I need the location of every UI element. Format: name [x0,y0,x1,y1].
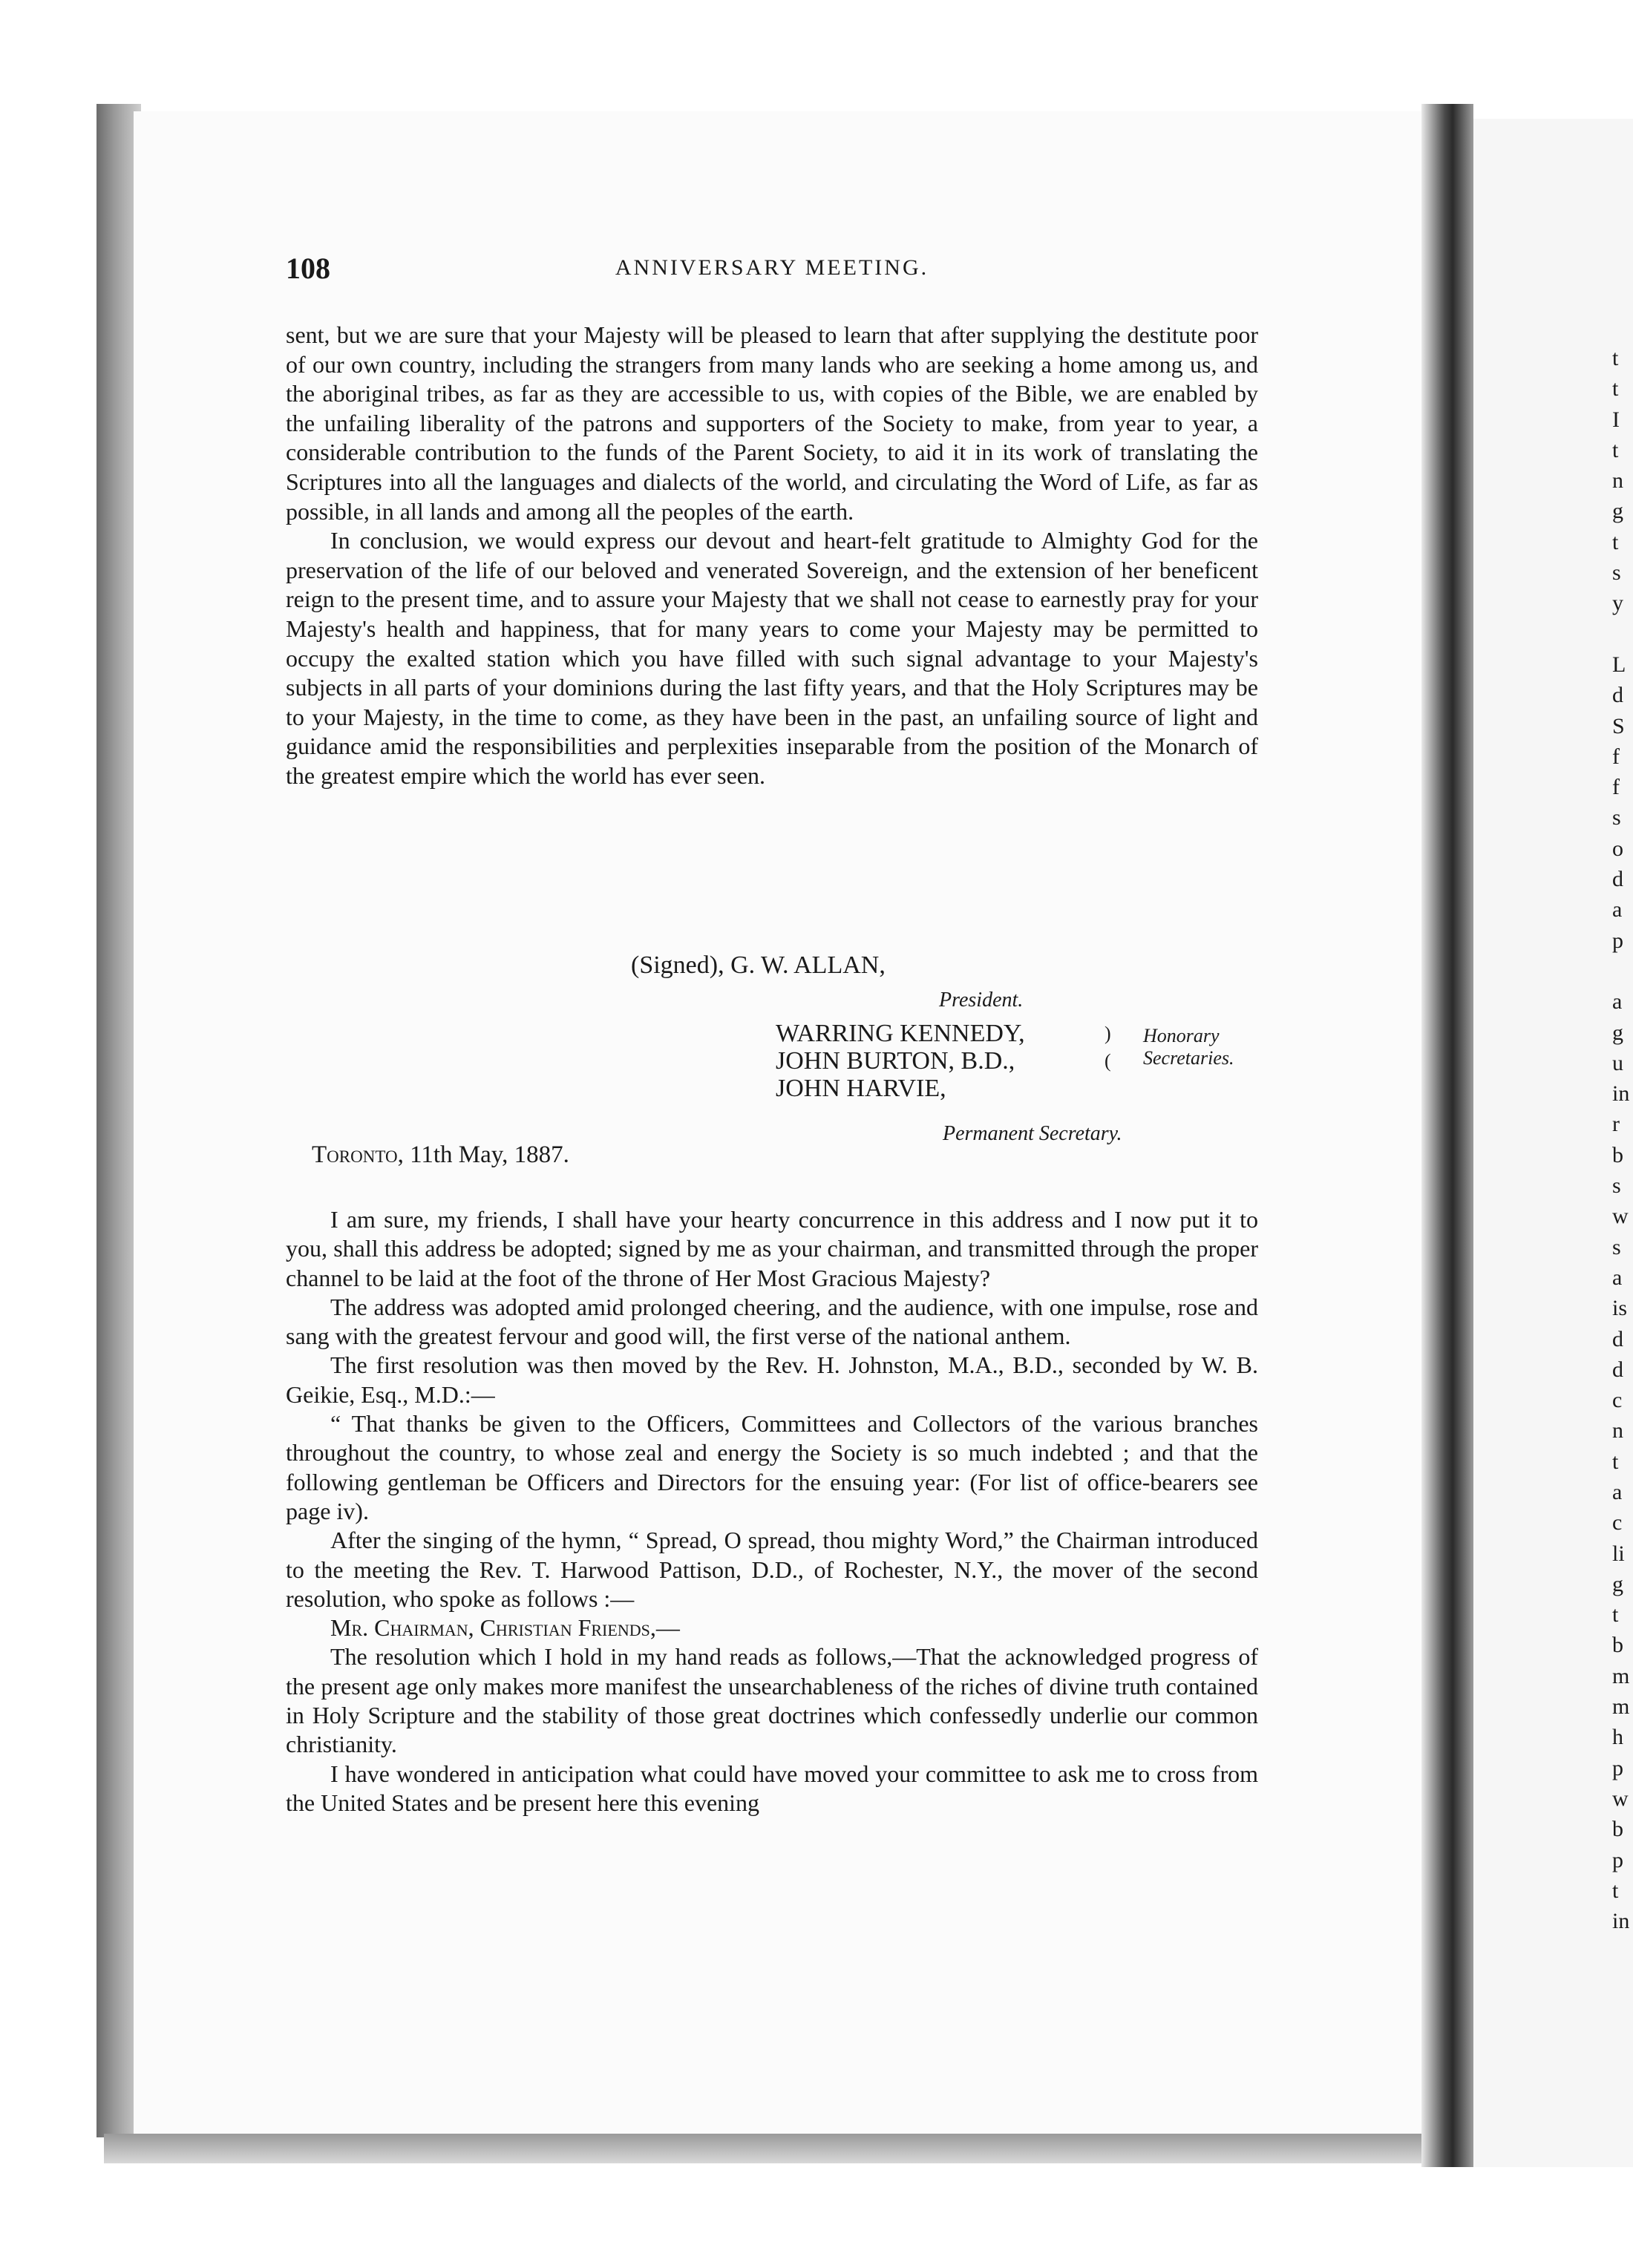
facing-page-fragment: a [1612,1479,1623,1504]
facing-page-fragment: li [1612,1541,1625,1566]
facing-page-fragment: p [1612,1847,1623,1872]
paragraph: The first resolution was then moved by the Rev. H. Johnston, M.A., B.D., seconded by W. B. Geikie, Esq., M.D.:— [286,1351,1258,1408]
facing-page-fragment: t [1612,346,1619,370]
paragraph: In conclusion, we would express our devout and heart-felt gratitude to Almighty God for the preservation of the life of our beloved and venerated Sovereign, and the extension of her beneficent reign to the present time, and to assure your Majesty that we shall not cease to earnestly pray for your Majesty's health and happiness, that for many years to come your Majesty may be permitted to occupy the exalted station which you have filled with such signal advantage to your Majesty's subjects in all parts of your dominions during the last fifty years, and that the Holy Scriptures may be to your Majesty, in the time to come, as they have been in the past, an unfailing source of light and guidance amid the responsibilities and perplexities inseparable from the position of the Monarch of the greatest empire which the world has ever seen. [286,527,1258,789]
facing-page-fragment: c [1612,1510,1623,1536]
facing-page-fragment: p [1612,1755,1623,1780]
date-line [312,1141,569,1169]
paragraph: “ That thanks be given to the Officers, Committees and Collectors of the various branches throughout the country, to whose zeal and energy the Society is so much indebted ; and that the following gentleman be Officers and Directors for the ensuing year: (For list of office-bearers see page iv). [286,1410,1258,1524]
facing-page-fragment: in [1612,1909,1630,1934]
facing-page-fragment: b [1612,1633,1623,1658]
facing-page-fragment: m [1612,1663,1630,1688]
proceedings-text [286,1205,1258,1818]
president-title: President. [939,989,1024,1012]
facing-page-fragment: a [1612,989,1623,1015]
facing-page-fragment: s [1612,1173,1621,1199]
page-number: 108 [286,252,330,285]
facing-page-fragment: L [1612,652,1626,677]
facing-page-fragment: t [1612,437,1619,462]
facing-page-fragment: t [1612,1602,1619,1628]
facing-page-fragment: t [1612,376,1619,402]
running-head [286,251,1258,288]
facing-page-fragment: is [1612,1296,1628,1321]
book-gutter [1421,104,1473,2167]
facing-page-fragment: g [1612,499,1623,524]
facing-page-fragment [1612,956,1633,986]
facing-page-fragment: s [1612,1234,1621,1259]
paragraph: I have wondered in anticipation what could have moved your committee to ask me to cross from the United States and be present here this evening [286,1760,1258,1816]
facing-page-fragment: I [1612,407,1620,432]
salutation: Mr. Chairman, Christian Friends,— [330,1614,680,1642]
facing-page-fragment: a [1612,1265,1623,1290]
facing-page-fragment: w [1612,1204,1629,1229]
signature-block [286,951,1258,1152]
facing-page-fragment: d [1612,867,1623,892]
paragraph: The resolution which I hold in my hand reads as follows,—That the acknowledged progress of the present age only makes more manifest the unsearchableness of the riches of divine truth contained in Holy Scripture and the stability of those great doctrines which confessedly underlie our common christianity. [286,1643,1258,1758]
facing-page-fragment: n [1612,1418,1623,1443]
signatory-name: JOHN BURTON, B.D., [776,1047,1015,1075]
facing-page-fragment: p [1612,928,1623,953]
facing-page-fragment: g [1612,1020,1623,1045]
facing-page-fragment: t [1612,1449,1619,1474]
signed-line: (Signed), G. W. ALLAN, [631,951,886,979]
facing-page-fragment: s [1612,560,1621,586]
facing-page-fragment: b [1612,1817,1623,1842]
date-place: Toronto, [312,1141,404,1168]
facing-page-fragment: n [1612,468,1623,494]
facing-page-fragment: S [1612,713,1625,738]
facing-page-fragment: h [1612,1725,1623,1750]
facing-page-fragment: g [1612,1571,1623,1596]
signatory-name: JOHN HARVIE, [776,1075,946,1102]
paragraph: I am sure, my friends, I shall have your hearty concurrence in this address and I now put it to you, shall this address be adopted; signed by me as your chairman, and transmitted through the proper channel to be laid at the foot of the throne of Her Most Gracious Majesty? [286,1206,1258,1291]
facing-page-fragment: r [1612,1112,1620,1137]
facing-page-fragment: f [1612,775,1620,800]
facing-page-fragment: t [1612,529,1619,554]
facing-page-fragment: d [1612,683,1623,708]
facing-page-fragment: c [1612,1388,1623,1413]
facing-page-fragment: d [1612,1326,1623,1351]
brace-glyph: ) ( [1105,1023,1111,1072]
signatory-name: WARRING KENNEDY, [776,1020,1025,1047]
facing-page-fragment: s [1612,805,1621,830]
running-title: ANNIVERSARY MEETING. [615,255,929,280]
facing-page-fragment: y [1612,591,1623,616]
facing-page-fragment: a [1612,897,1623,922]
page-bottom-shadow [104,2134,1433,2163]
signatory-names [776,1020,1025,1102]
facing-page-fragment: d [1612,1357,1623,1382]
paragraph: After the singing of the hymn, “ Spread, O spread, thou mighty Word,” the Chairman introduced to the meeting the Rev. T. Harwood Pattison, D.D., of Rochester, N.Y., the mover of the second resolution, who spoke as follows :— [286,1527,1258,1612]
facing-page [1473,119,1633,2167]
facing-page-fragment: f [1612,744,1620,769]
facing-page-fragment: b [1612,1142,1623,1167]
honorary-title: Honorary Secretaries. [1143,1025,1234,1069]
paragraph: The address was adopted amid prolonged cheering, and the audience, with one impulse, rose and sang with the greatest fervour and good will, the first verse of the national anthem. [286,1293,1258,1350]
date: 11th May, 1887. [410,1141,569,1168]
facing-page-fragment: m [1612,1694,1630,1720]
facing-page-fragment: in [1612,1081,1630,1107]
facing-page-text [1612,343,1633,1936]
facing-page-fragment: o [1612,836,1623,861]
facing-page-fragment [1612,619,1633,649]
facing-page-fragment: u [1612,1050,1623,1075]
address-text [286,321,1258,791]
facing-page-fragment: t [1612,1878,1619,1903]
paragraph: sent, but we are sure that your Majesty will be pleased to learn that after supplying the destitute poor of our own country, including the strangers from many lands who are seeking a home among us, and the aboriginal tribes, as far as they are accessible to us, with copies of the Bible, we are enabled by the unfailing liberality of the patrons and supporters of the Society to make, from year to year, a considerable contribution to the funds of the Parent Society, to aid it in its work of translating the Scriptures into all the languages and dialects of the world, and circulating the Word of Life, as far as possible, in all lands and among all the peoples of the earth. [286,321,1258,525]
permanent-title: Permanent Secretary. [943,1122,1122,1145]
facing-page-fragment: w [1612,1786,1629,1811]
